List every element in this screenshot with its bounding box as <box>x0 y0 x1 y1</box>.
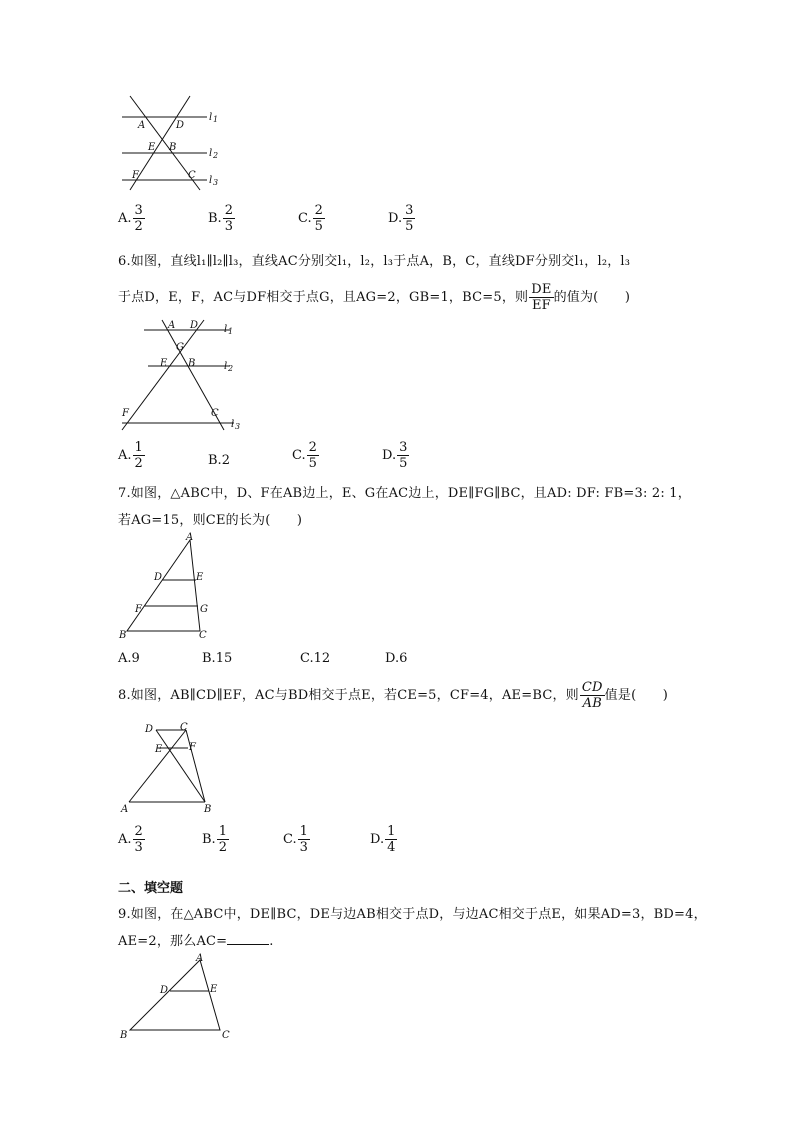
q5-figure <box>112 92 222 192</box>
q5-label-c: C <box>188 170 196 181</box>
q6-label-b: B <box>188 358 196 369</box>
q9-label-d: D <box>160 985 169 996</box>
q8-option-c: C. $\frac{1}{3}$ <box>283 824 308 855</box>
q9-label-b: B <box>120 1030 128 1041</box>
q8-label-e: E <box>155 744 163 755</box>
q5-option-c: C. $\frac{2}{5}$ <box>298 203 323 234</box>
q7-label-b: B <box>119 630 127 641</box>
q5-label-l1: l <box>209 112 213 123</box>
q6-option-b: B.2 <box>208 453 230 468</box>
q6-label-d: D <box>190 320 199 331</box>
q5-label-d: D <box>176 120 185 131</box>
q8-fraction: $\frac{CD}{AB}$ <box>581 680 603 711</box>
q5-label-f: F <box>132 170 139 181</box>
q8-option-b: B. $\frac{1}{2}$ <box>202 824 227 855</box>
q7-label-d: D <box>154 572 163 583</box>
q6-label-l2-sub: 2 <box>228 364 234 373</box>
q8-figure <box>112 718 222 818</box>
q9-label-e: E <box>210 984 218 995</box>
q7-text-line1: 7.如图，△ABC中，D、F在AB边上，E、G在AC边上，DE∥FG∥BC，且AD: DF: FB=3: 2: 1， <box>118 486 691 501</box>
q7-text-line2: 若AG=15，则CE的长为( ) <box>118 513 303 528</box>
q5-label-l2: l <box>209 148 213 159</box>
q6-figure <box>112 316 252 436</box>
q8-label-c: C <box>180 722 188 733</box>
section-title-fill-in: 二、填空题 <box>118 881 184 896</box>
q6-option-d: D. $\frac{3}{5}$ <box>382 440 408 471</box>
q9-answer-blank[interactable] <box>227 932 269 945</box>
q7-option-d: D.6 <box>385 651 408 666</box>
q5-option-b: B. $\frac{2}{3}$ <box>208 203 233 234</box>
q5-label-l2-sub: 2 <box>213 151 219 160</box>
q6-label-l1: l <box>224 324 228 335</box>
q5-label-a: A <box>138 120 146 131</box>
q6-label-l1-sub: 1 <box>228 327 234 336</box>
q6-label-g: G <box>176 342 184 353</box>
q7-label-a: A <box>186 532 194 543</box>
q6-label-l3-sub: 3 <box>235 422 241 431</box>
q9-text-line1: 9.如图，在△ABC中，DE∥BC，DE与边AB相交于点D，与边AC相交于点E，如果AD=3，BD=4， <box>118 907 707 922</box>
q7-option-c: C.12 <box>300 651 331 666</box>
q6-label-e: E <box>160 358 168 369</box>
q5-option-d: D. $\frac{3}{5}$ <box>388 203 414 234</box>
q8-option-d: D. $\frac{1}{4}$ <box>370 824 396 855</box>
q6-text-line1: 6.如图，直线l₁∥l₂∥l₃，直线AC分别交l₁，l₂，l₃于点A，B，C，直线DF分别交l₁，l₂，l₃ <box>118 254 631 269</box>
q6-label-l3: l <box>231 419 235 430</box>
q5-label-e: E <box>148 142 156 153</box>
q8-option-a: A. $\frac{2}{3}$ <box>118 824 143 855</box>
q6-option-c: C. $\frac{2}{5}$ <box>292 440 317 471</box>
q8-label-b: B <box>204 804 212 815</box>
q9-label-a: A <box>196 953 204 964</box>
q8-label-a: A <box>121 804 129 815</box>
q7-figure <box>112 530 222 645</box>
q9-figure <box>112 950 242 1045</box>
q6-fraction: $\frac{DE}{EF}$ <box>531 282 552 313</box>
q5-label-b: B <box>169 142 177 153</box>
q9-text-line2: AE=2，那么AC= . <box>118 934 274 949</box>
q9-label-c: C <box>222 1030 230 1041</box>
q8-label-d: D <box>145 724 154 735</box>
q7-option-a: A.9 <box>118 651 140 666</box>
q6-label-l2: l <box>224 361 228 372</box>
q5-label-l1-sub: 1 <box>213 115 219 124</box>
q7-label-f: F <box>135 604 142 615</box>
q7-label-e: E <box>196 572 204 583</box>
q5-label-l3: l <box>209 175 213 186</box>
q6-label-a: A <box>168 320 176 331</box>
q7-option-b: B.15 <box>202 651 233 666</box>
q6-option-a: A. $\frac{1}{2}$ <box>118 440 143 471</box>
q6-label-c: C <box>211 408 219 419</box>
q7-label-g: G <box>200 604 208 615</box>
q5-option-a: A. $\frac{3}{2}$ <box>118 203 143 234</box>
q8-label-f: F <box>189 742 196 753</box>
q5-label-l3-sub: 3 <box>213 178 219 187</box>
q6-label-f: F <box>122 408 129 419</box>
q7-label-c: C <box>199 630 207 641</box>
q6-text-line2: 于点D，E，F，AC与DF相交于点G，且AG=2，GB=1，BC=5，则 $\frac{DE}{EF}$ 的值为( ) <box>118 282 631 313</box>
q8-text: 8.如图，AB∥CD∥EF，AC与BD相交于点E，若CE=5，CF=4，AE=BC，则 $\frac{CD}{AB}$ 值是( ) <box>118 680 669 711</box>
